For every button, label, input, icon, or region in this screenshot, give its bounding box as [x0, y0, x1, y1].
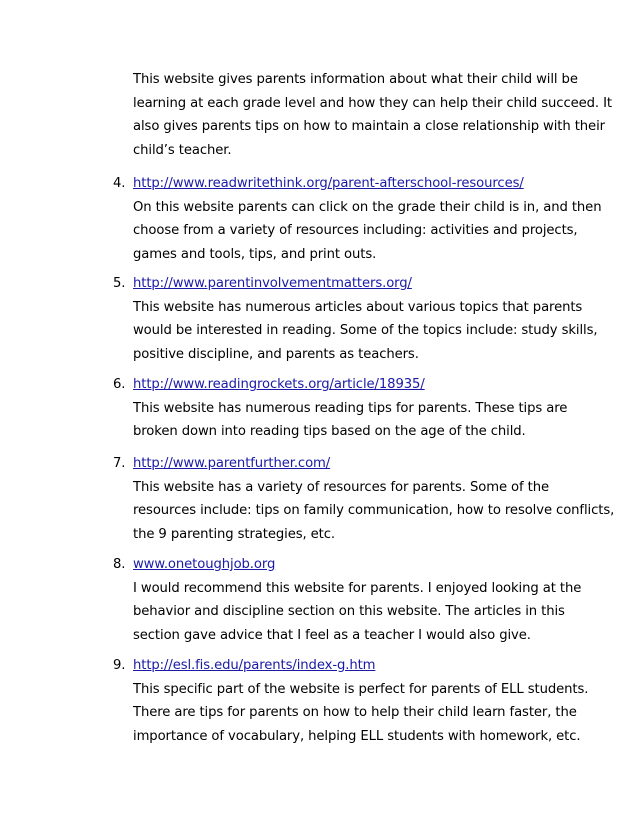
list-item-body	[133, 373, 583, 444]
paragraph-line: child’s teacher.	[133, 142, 232, 158]
list-number: 5.	[113, 276, 126, 291]
description-line: choose from a variety of resources including: activities and projects,	[133, 223, 578, 239]
description-line: behavior and discipline section on this website. The articles in this	[133, 604, 565, 620]
list-number: 7.	[113, 456, 126, 471]
description-line: This website has a variety of resources for parents. Some of the	[133, 479, 549, 495]
resource-link[interactable]: http://esl.fis.edu/parents/index-g.htm	[133, 658, 376, 673]
resource-link[interactable]: http://www.parentfurther.com/	[133, 456, 331, 471]
list-item-8	[113, 553, 583, 647]
description-line: importance of vocabulary, helping ELL students with homework, etc.	[133, 728, 581, 744]
description-line: positive discipline, and parents as teachers.	[133, 346, 419, 362]
list-number: 4.	[113, 176, 126, 191]
description-line: resources include: tips on family communication, how to resolve conflicts,	[133, 503, 615, 519]
list-item-body	[133, 654, 589, 748]
list-item-4	[113, 172, 602, 266]
resource-link[interactable]: www.onetoughjob.org	[133, 557, 276, 572]
list-number: 8.	[113, 557, 126, 572]
list-item-9	[113, 654, 589, 748]
list-item-body	[133, 553, 583, 647]
description-line: games and tools, tips, and print outs.	[133, 246, 377, 262]
list-item-body	[133, 272, 598, 366]
resource-link[interactable]: http://www.readingrockets.org/article/18935/	[133, 377, 425, 392]
description-line: would be interested in reading. Some of the topics include: study skills,	[133, 323, 598, 339]
description-line: On this website parents can click on the grade their child is in, and then	[133, 199, 602, 215]
description-line: I would recommend this website for parents. I enjoyed looking at the	[133, 580, 582, 596]
description-line: This specific part of the website is perfect for parents of ELL students.	[133, 681, 589, 697]
description-line: the 9 parenting strategies, etc.	[133, 526, 335, 542]
paragraph-line: learning at each grade level and how they can help their child succeed. It	[133, 95, 612, 111]
description-line: This website has numerous reading tips for parents. These tips are	[133, 400, 568, 416]
paragraph-line: This website gives parents information about what their child will be	[133, 72, 578, 87]
list-item-7	[113, 452, 615, 546]
list-item-body	[133, 172, 602, 266]
intro-paragraph	[133, 68, 612, 162]
paragraph-line: also gives parents tips on how to maintain a close relationship with their	[133, 119, 605, 135]
list-item-5	[113, 272, 598, 366]
description-line: section gave advice that I feel as a teacher I would also give.	[133, 627, 531, 643]
description-line: There are tips for parents on how to help their child learn faster, the	[133, 705, 577, 721]
list-number: 9.	[113, 658, 126, 673]
description-line: broken down into reading tips based on the age of the child.	[133, 424, 526, 440]
list-item-6	[113, 373, 583, 444]
list-item-body	[133, 452, 615, 546]
list-number: 6.	[113, 377, 126, 392]
description-line: This website has numerous articles about various topics that parents	[133, 299, 583, 315]
resource-link[interactable]: http://www.parentinvolvementmatters.org/	[133, 276, 412, 291]
resource-link[interactable]: http://www.readwritethink.org/parent-afterschool-resources/	[133, 176, 524, 191]
